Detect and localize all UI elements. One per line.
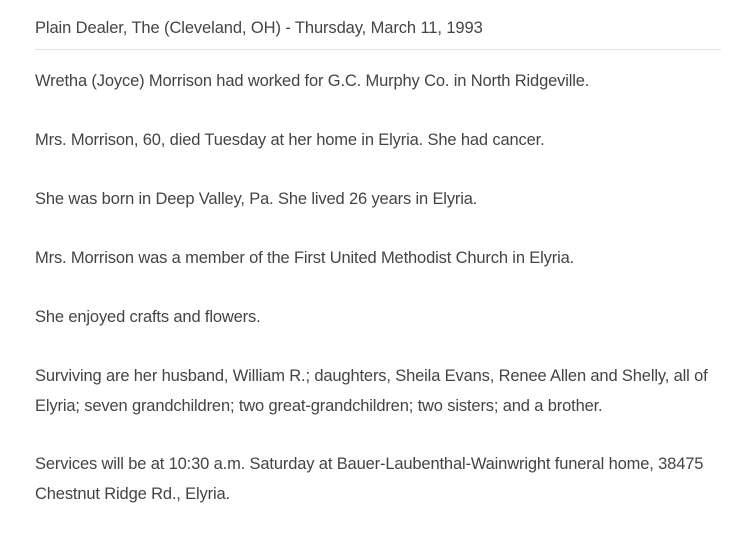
paragraph: She was born in Deep Valley, Pa. She lived 26 years in Elyria. bbox=[35, 190, 478, 208]
paragraph: Mrs. Morrison was a member of the First United Methodist Church in Elyria. bbox=[35, 249, 575, 267]
paragraph: Mrs. Morrison, 60, died Tuesday at her home in Elyria. She had cancer. bbox=[35, 131, 545, 149]
paragraph: Surviving are her husband, William R.; daughters, Sheila Evans, Renee Allen and Shelly, all of Elyria; seven grandchildren; two great-grandchildren; two sisters; and a brother. bbox=[35, 367, 708, 415]
obituary-page bbox=[35, 0, 721, 538]
paragraph: Services will be at 10:30 a.m. Saturday at Bauer-Laubenthal-Wainwright funeral home, 38475 Chestnut Ridge Rd., Elyria. bbox=[35, 455, 704, 503]
paragraph: Wretha (Joyce) Morrison had worked for G.C. Murphy Co. in North Ridgeville. bbox=[35, 72, 590, 90]
obituary-body bbox=[35, 50, 721, 509]
source-line: Plain Dealer, The (Cleveland, OH) - Thursday, March 11, 1993 bbox=[35, 0, 721, 50]
paragraph: She enjoyed crafts and flowers. bbox=[35, 308, 261, 326]
